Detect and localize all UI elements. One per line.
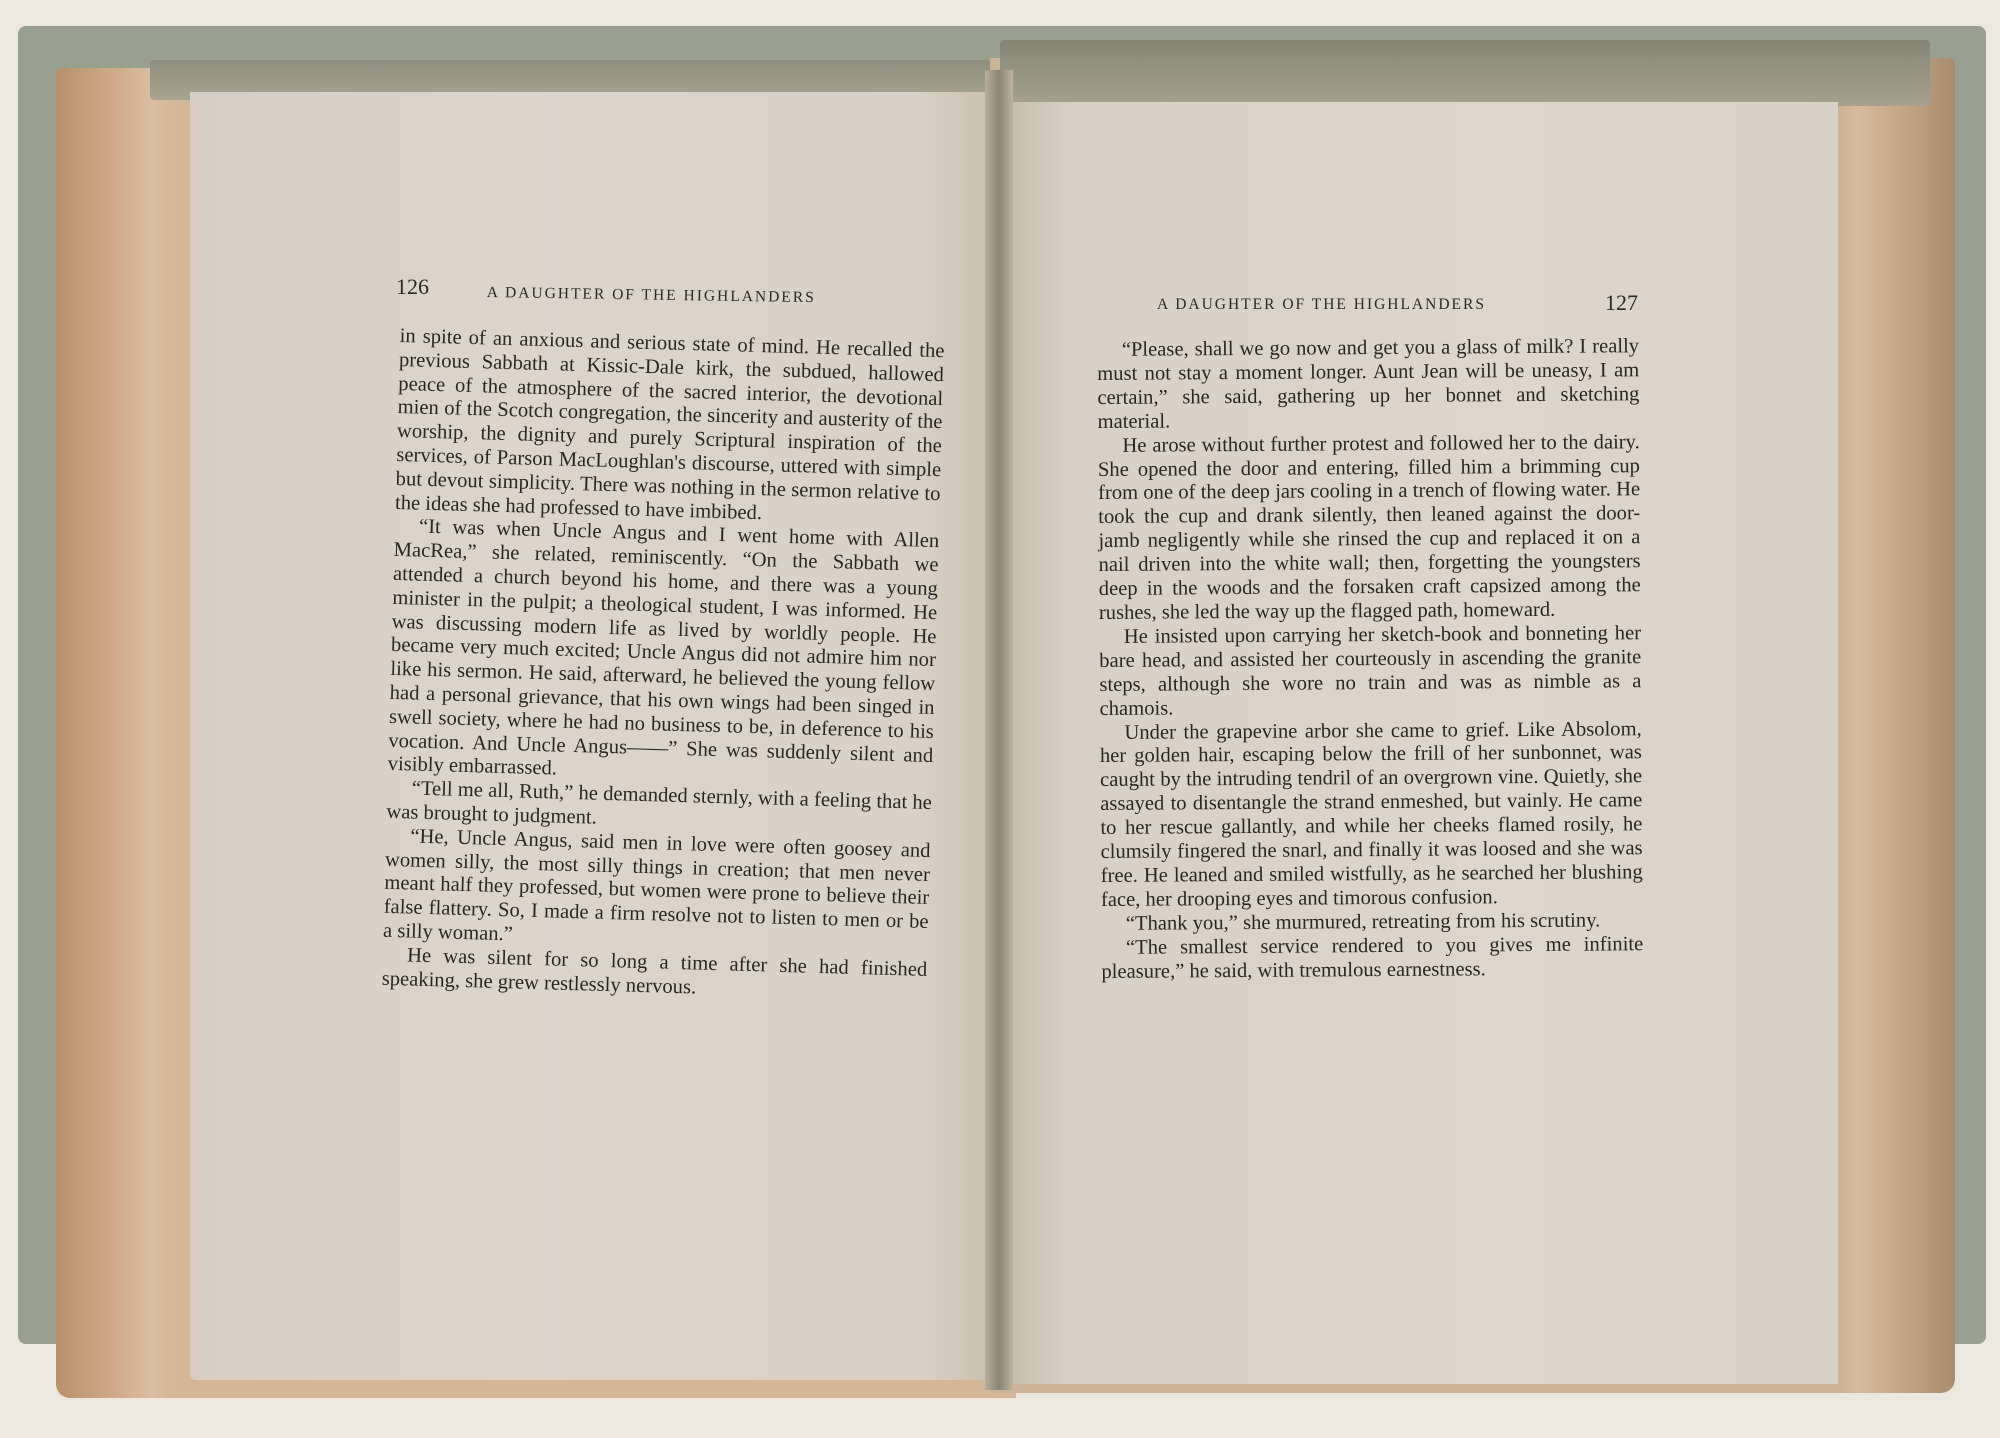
paragraph: “Tell me all, Ruth,” he demanded sternly, with a feeling that he was brought to judgment. [386, 777, 933, 829]
paragraph: “He, Uncle Angus, said men in love were often goosey and women silly, the most silly things in creation; that men never meant half they professed, but women were prone to believe their false flattery. So, I made a firm resolve not to listen to men or be a silly woman.” [382, 825, 931, 946]
right-running-head: A DAUGHTER OF THE HIGHLANDERS [1157, 296, 1486, 313]
right-page-number: 127 [1605, 290, 1638, 315]
paragraph: “The smallest service rendered to you gives me infinite pleasure,” he said, with tremulous earnestness. [1101, 932, 1644, 983]
left-page-number: 126 [396, 274, 429, 299]
right-top-edge [1000, 40, 1930, 106]
paragraph: He arose without further protest and followed her to the dairy. She opened the door and entering, filled him a brimming cup from one of the deep jars cooling in a trench of flowing water. He took the cup and drank silently, then leaned against the door-jamb negligently while she rinsed the cup and replaced it on a nail driven into the white wall; then, forgetting the youngsters deep in the woods and the forsaken craft capsized among the rushes, she led the way up the flagged path, homeward. [1097, 430, 1641, 624]
left-page-text [381, 325, 944, 1006]
paragraph: “It was when Uncle Angus and I went home with Allen MacRea,” she related, reminiscently. “On the Sabbath we attended a church beyond his home, and there was a young minister in the pulpit; a theological student, I was informed. He was discussing modern life as lived by worldly people. He became very much excited; Uncle Angus did not admire him nor like his sermon. He said, afterward, he believed the young fellow had a personal grievance, that his own wings had been singed in swell society, where he had no business to be, in deference to his vocation. And Uncle Angus——” She was suddenly silent and visibly embarrassed. [387, 515, 940, 780]
paragraph: “Please, shall we go now and get you a glass of milk? I really must not stay a moment longer. Aunt Jean will be uneasy, I am certain,” she said, gathering up her bonnet and sketching material. [1097, 335, 1640, 433]
paragraph: in spite of an anxious and serious state of mind. He recalled the previous Sabbath at Kissic-Dale kirk, the subdued, hallowed peace of the atmosphere of the sacred interior, the devotional mien of the Scotch congregation, the sincerity and austerity of the worship, the dignity and purely Scriptural inspiration of the services, of Parson MacLoughlan's discourse, uttered with simple but devout simplicity. There was nothing in the sermon relative to the ideas she had professed to have imbibed. [394, 325, 945, 524]
paragraph: He insisted upon carrying her sketch-book and bonneting her bare head, and assisted her courteously in ascending the granite steps, although she wore no train and was as nimble as a chamois. [1099, 622, 1642, 720]
paragraph: “Thank you,” she murmured, retreating from his scrutiny. [1125, 909, 1601, 935]
left-running-head: A DAUGHTER OF THE HIGHLANDERS [486, 284, 816, 307]
right-page-text [1097, 335, 1643, 984]
paragraph: Under the grapevine arbor she came to grief. Like Absolom, her golden hair, escaping below the frill of her sunbonnet, was caught by the intruding tendril of an overgrown vine. Quietly, she assayed to disentangle the strand enmeshed, but vainly. He came to her rescue gallantly, and while her cheeks flamed rosily, he clumsily fingered the snarl, and finally it was loosed and she was free. He leaned and smiled wistfully, as he searched her blushing face, her drooping eyes and timorous confusion. [1099, 717, 1643, 911]
paragraph: He was silent for so long a time after she had finished speaking, she grew restlessly nervous. [381, 944, 928, 999]
book-gutter [985, 70, 1013, 1390]
